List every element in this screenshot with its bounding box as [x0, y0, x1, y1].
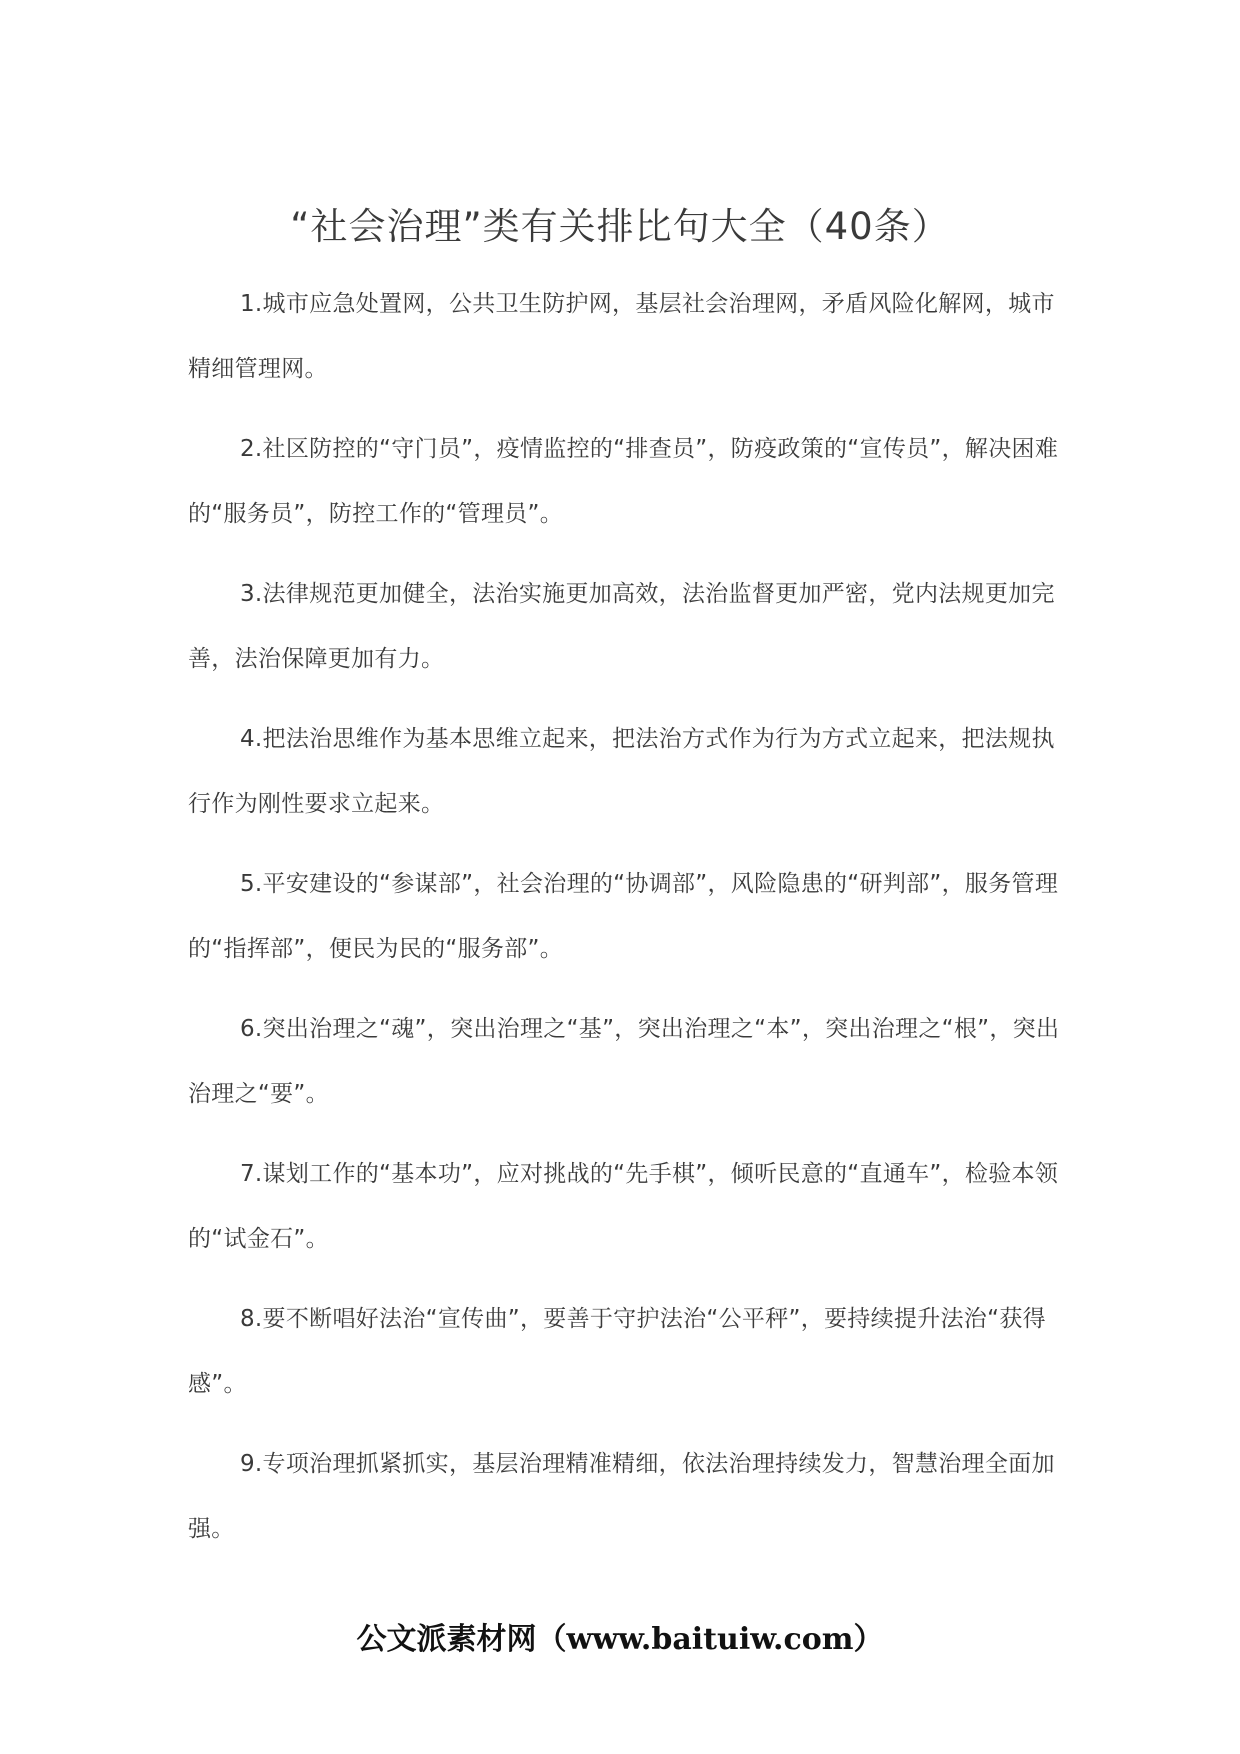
list-item: 5.平安建设的“参谋部”，社会治理的“协调部”，风险隐患的“研判部”，服务管理的“指挥部”，便民为民的“服务部”。: [188, 871, 1059, 962]
list-item: 4.把法治思维作为基本思维立起来，把法治方式作为行为方式立起来，把法规执行作为刚性要求立起来。: [188, 726, 1055, 817]
list-item: 1.城市应急处置网，公共卫生防护网，基层社会治理网，矛盾风险化解网，城市精细管理网。: [188, 291, 1055, 382]
list-item: 7.谋划工作的“基本功”，应对挑战的“先手棋”，倾听民意的“直通车”，检验本领的“试金石”。: [188, 1161, 1059, 1252]
document-title: “社会治理”类有关排比句大全（40条）: [290, 205, 950, 248]
footer-watermark: 公文派素材网（www.baituiw.com）: [356, 1622, 884, 1657]
list-item: 3.法律规范更加健全，法治实施更加高效，法治监督更加严密，党内法规更加完善，法治保障更加有力。: [188, 581, 1055, 672]
sentence-list: [188, 272, 1068, 1577]
list-item: 2.社区防控的“守门员”，疫情监控的“排查员”，防疫政策的“宣传员”，解决困难的“服务员”，防控工作的“管理员”。: [188, 436, 1059, 527]
list-item: 8.要不断唱好法治“宣传曲”，要善于守护法治“公平秤”，要持续提升法治“获得感”。: [188, 1306, 1046, 1397]
list-item: 6.突出治理之“魂”，突出治理之“基”，突出治理之“本”，突出治理之“根”，突出治理之“要”。: [188, 1016, 1060, 1107]
list-item: 9.专项治理抓紧抓实，基层治理精准精细，依法治理持续发力，智慧治理全面加强。: [188, 1451, 1055, 1542]
